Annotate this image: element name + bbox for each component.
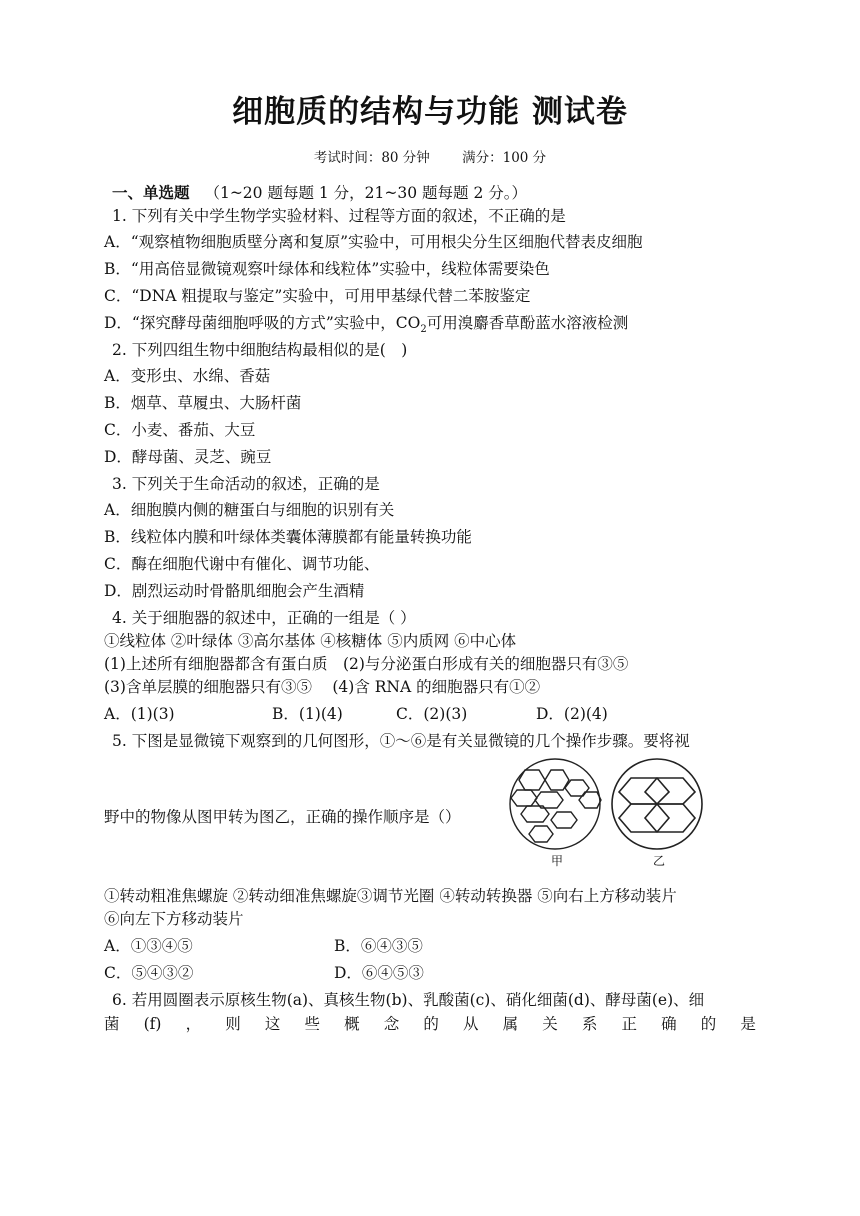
question-stem-cont [104, 1013, 756, 1035]
char: 属 [502, 1015, 519, 1033]
char: 关 [542, 1015, 558, 1033]
section-heading [112, 182, 527, 204]
question-stem: 1. 下列有关中学生物学实验材料、过程等方面的叙述，不正确的是 [112, 207, 566, 225]
question-stem: 2. 下列四组生物中细胞结构最相似的是( ) [112, 341, 408, 359]
char: 的 [700, 1015, 717, 1033]
option: C．“DNA 粗提取与鉴定”实验中，可用甲基绿代替二苯胺鉴定 [104, 287, 531, 305]
char: 些 [304, 1015, 320, 1033]
question-stem: 4. 关于细胞器的叙述中，正确的一组是（ ） [112, 609, 416, 627]
view-jia [510, 759, 601, 849]
question-stem: 5. 下图是显微镜下观察到的几何图形，①～⑥是有关显微镜的几个操作步骤。要将视 [112, 732, 690, 750]
option: D．剧烈运动时骨骼肌细胞会产生酒精 [104, 582, 365, 600]
option: D．(2)(4) [536, 705, 608, 723]
question-line: ①转动粗准焦螺旋 ②转动细准焦螺旋③调节光圈 ④转动转换器 ⑤向右上方移动装片 [104, 887, 677, 905]
exam-score: 满分：100 分 [462, 150, 547, 166]
exam-info [0, 146, 860, 166]
option: B．“用高倍显微镜观察叶绿体和线粒体”实验中，线粒体需要染色 [104, 260, 550, 278]
question-line: ⑥向左下方移动装片 [104, 910, 244, 928]
question-line: (1)上述所有细胞器都含有蛋白质 (2)与分泌蛋白形成有关的细胞器只有③⑤ [104, 655, 629, 673]
question-stem: 3. 下列关于生命活动的叙述，正确的是 [112, 475, 380, 493]
option [104, 312, 628, 341]
option: C．小麦、番茄、大豆 [104, 421, 256, 439]
question-line: (3)含单层膜的细胞器只有③⑤ (4)含 RNA 的细胞器只有①② [104, 678, 541, 696]
section-label: 一、单选题 [112, 184, 190, 202]
chem-formula: CO [395, 314, 421, 332]
option: B．⑥④③⑤ [334, 937, 423, 955]
section-note: （1~20 题每题 1 分，21~30 题每题 2 分。） [204, 184, 527, 202]
char: 正 [621, 1015, 637, 1033]
question-line: ①线粒体 ②叶绿体 ③高尔基体 ④核糖体 ⑤内质网 ⑥中心体 [104, 632, 517, 650]
char: 则 [225, 1015, 241, 1033]
char: 是 [740, 1015, 756, 1033]
option: C．⑤④③② [104, 964, 194, 982]
view-yi [612, 759, 702, 849]
figure-label-yi: 乙 [653, 854, 666, 868]
page-title: 细胞质的结构与功能 测试卷 [232, 94, 628, 130]
exam-time: 考试时间：80 分钟 [313, 150, 430, 166]
option-row [104, 962, 424, 984]
question-stem: 6. 若用圆圈表示原核生物(a)、真核生物(b)、乳酸菌(c)、硝化细菌(d)、酵母菌(e)、细 [112, 991, 705, 1009]
char: 的 [423, 1015, 439, 1033]
option: B．(1)(4) [272, 705, 343, 723]
option-row [104, 935, 423, 957]
option: D．酵母菌、灵芝、豌豆 [104, 448, 272, 466]
char: 概 [344, 1015, 360, 1033]
microscope-figure [505, 756, 755, 868]
option: A．(1)(3) [104, 705, 175, 723]
option: D．⑥④⑤③ [334, 964, 424, 982]
char: (f) [143, 1015, 162, 1033]
option: B．线粒体内膜和叶绿体类囊体薄膜都有能量转换功能 [104, 528, 472, 546]
subscript: 2 [420, 324, 427, 336]
option: B．烟草、草履虫、大肠杆菌 [104, 394, 302, 412]
char: ， [185, 1015, 202, 1033]
option: A．①③④⑤ [104, 937, 193, 955]
option: A．变形虫、水绵、香菇 [104, 367, 271, 385]
option: A．“观察植物细胞质壁分离和复原”实验中，可用根尖分生区细胞代替表皮细胞 [104, 233, 643, 251]
option: A．细胞膜内侧的糖蛋白与细胞的识别有关 [104, 501, 395, 519]
char: 这 [264, 1015, 281, 1033]
char: 菌 [104, 1015, 120, 1033]
option: C．(2)(3) [396, 705, 468, 723]
char: 念 [383, 1015, 400, 1033]
option: C．酶在细胞代谢中有催化、调节功能、 [104, 555, 380, 573]
option-text: D．“探究酵母菌细胞呼吸的方式”实验中， [104, 314, 396, 332]
figure-label-jia: 甲 [551, 854, 564, 868]
char: 确 [661, 1015, 677, 1033]
char: 从 [462, 1015, 479, 1033]
option-row [104, 703, 608, 725]
microscope-views [505, 756, 755, 856]
char: 系 [581, 1015, 598, 1033]
option-text: 可用溴麝香草酚蓝水溶液检测 [426, 314, 629, 332]
question-stem-cont: 野中的物像从图甲转为图乙，正确的操作顺序是（） [104, 808, 461, 826]
